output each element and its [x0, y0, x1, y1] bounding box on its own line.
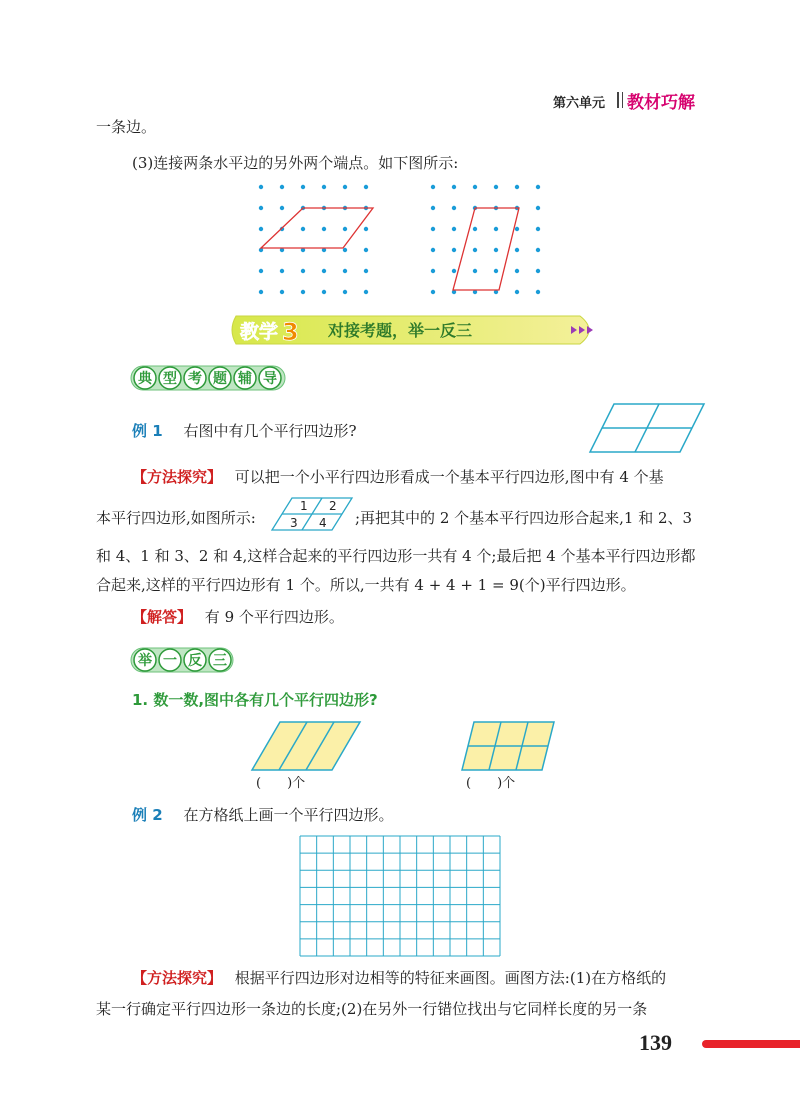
- example-1-line: [132, 424, 357, 439]
- grid-dot: [343, 185, 347, 189]
- grid-dot: [494, 269, 498, 273]
- method-1-line-4: 合起来,这样的平行四边形有 1 个。所以,一共有 4 + 4 + 1 = 9(个)平行四边形。: [96, 576, 636, 594]
- method-2-tag: 【方法探究】: [132, 969, 223, 987]
- grid-dot: [536, 206, 540, 210]
- grid-dot: [536, 269, 540, 273]
- exercise-answer-left[interactable]: ( )个: [256, 776, 306, 791]
- method-1-tag: 【方法探究】: [132, 468, 223, 486]
- grid-dot: [280, 206, 284, 210]
- grid-dot: [322, 185, 326, 189]
- parallelogram-left: [261, 208, 373, 248]
- grid-dot: [259, 269, 263, 273]
- section-heading-practice: [130, 646, 236, 674]
- grid-dot: [452, 227, 456, 231]
- method-2-line-1: [132, 971, 666, 986]
- grid-dot: [515, 290, 519, 294]
- grid-dot: [515, 269, 519, 273]
- grid-dot: [494, 248, 498, 252]
- grid-dot: [431, 185, 435, 189]
- example-2-line: [132, 808, 393, 823]
- grid-dot: [322, 269, 326, 273]
- grid-dot: [452, 248, 456, 252]
- grid-dot: [280, 290, 284, 294]
- example-2-label: 例 2: [132, 806, 163, 824]
- heading-char: 典: [138, 371, 152, 387]
- grid-dot: [259, 290, 263, 294]
- grid-dot: [322, 290, 326, 294]
- heading-char: 导: [263, 371, 277, 387]
- example-1-label: 例 1: [132, 422, 163, 440]
- method-2-text-1: 根据平行四边形对边相等的特征来画图。画图方法:(1)在方格纸的: [234, 969, 667, 987]
- method-1-line-3: 和 4、1 和 3、2 和 4,这样合起来的平行四边形一共有 4 个;最后把 4 个基本平行四边形都: [96, 547, 696, 565]
- parallelogram-right: [453, 208, 519, 290]
- cell-label-3: 3: [290, 516, 298, 530]
- example-1-figure: [586, 402, 708, 456]
- dot-grid-left: [259, 185, 368, 294]
- answer-1-text: 有 9 个平行四边形。: [204, 608, 344, 626]
- exercise-figure-left: [250, 720, 362, 772]
- exercise-answer-right[interactable]: ( )个: [466, 776, 516, 791]
- method-1-line-2-start: 本平行四边形,如图所示:: [96, 509, 256, 527]
- dot-grid-right: [431, 185, 540, 294]
- grid-dot: [259, 206, 263, 210]
- method-1-line-1: [132, 470, 664, 485]
- grid-dot: [322, 227, 326, 231]
- cell-label-4: 4: [319, 516, 327, 530]
- grid-dot: [364, 227, 368, 231]
- answer-1-line: [132, 610, 344, 625]
- heading-char: 辅: [238, 371, 252, 387]
- grid-dot: [473, 269, 477, 273]
- grid-paper: [298, 834, 502, 958]
- grid-dot: [364, 185, 368, 189]
- banner-badge: 教学: [240, 321, 279, 343]
- grid-dot: [280, 185, 284, 189]
- grid-dot: [473, 227, 477, 231]
- grid-dot: [515, 227, 519, 231]
- exercise-1-question: 1. 数一数,图中各有几个平行四边形?: [132, 691, 378, 709]
- cell-label-2: 2: [329, 499, 337, 513]
- grid-dot: [452, 185, 456, 189]
- continued-text: 一条边。: [96, 118, 157, 136]
- unit-label: 第六单元: [553, 96, 606, 111]
- example-1-question: 右图中有几个平行四边形?: [183, 422, 357, 440]
- cell-label-1: 1: [300, 499, 308, 513]
- grid-dot: [473, 248, 477, 252]
- grid-dot: [494, 185, 498, 189]
- method-1-text-1: 可以把一个小平行四边形看成一个基本平行四边形,图中有 4 个基: [234, 468, 664, 486]
- heading-char: 反: [188, 653, 202, 669]
- exercise-figure-right: [460, 720, 556, 772]
- grid-dot: [431, 269, 435, 273]
- grid-dot: [431, 227, 435, 231]
- grid-dot: [259, 227, 263, 231]
- page-number-bar: [702, 1040, 800, 1048]
- grid-dot: [494, 227, 498, 231]
- grid-dot: [536, 185, 540, 189]
- heading-char: 举: [138, 653, 152, 669]
- section-heading-typical: [130, 363, 288, 393]
- grid-dot: [364, 248, 368, 252]
- step-3-text: (3)连接两条水平边的另外两个端点。如下图所示:: [132, 154, 459, 172]
- grid-dot: [536, 248, 540, 252]
- grid-dot: [431, 206, 435, 210]
- grid-dot: [536, 227, 540, 231]
- header-divider: [617, 92, 623, 108]
- grid-dot: [301, 290, 305, 294]
- grid-dot: [431, 248, 435, 252]
- heading-char: 题: [213, 371, 227, 387]
- heading-char: 一: [163, 653, 177, 669]
- banner-number: 3: [282, 318, 299, 346]
- heading-char: 考: [188, 371, 202, 387]
- heading-char: 三: [213, 653, 227, 669]
- grid-dot: [259, 185, 263, 189]
- grid-dot: [343, 290, 347, 294]
- grid-dot: [473, 185, 477, 189]
- grid-dot: [343, 227, 347, 231]
- grid-dot: [452, 206, 456, 210]
- grid-dot: [536, 290, 540, 294]
- grid-dot: [301, 185, 305, 189]
- answer-1-tag: 【解答】: [132, 608, 193, 626]
- labeled-parallelogram-figure: [270, 496, 354, 532]
- lesson-banner: [228, 314, 608, 346]
- grid-dot: [301, 227, 305, 231]
- banner-title: 对接考题，举一反三: [328, 321, 473, 340]
- method-2-line-2: 某一行确定平行四边形一条边的长度;(2)在另外一行错位找出与它同样长度的另一条: [96, 1000, 648, 1018]
- dot-grid-figures: [250, 180, 550, 300]
- section-title: 教材巧解: [627, 93, 695, 113]
- grid-dot: [431, 290, 435, 294]
- grid-dot: [515, 185, 519, 189]
- grid-dot: [280, 269, 284, 273]
- grid-dot: [452, 269, 456, 273]
- grid-dot: [515, 248, 519, 252]
- grid-dot: [364, 290, 368, 294]
- heading-char: 型: [163, 371, 177, 387]
- grid-dot: [364, 269, 368, 273]
- method-1-line-2-end: ;再把其中的 2 个基本平行四边形合起来,1 和 2、3: [355, 509, 693, 527]
- grid-dot: [343, 269, 347, 273]
- page-number: 139: [639, 1030, 672, 1055]
- grid-dot: [301, 269, 305, 273]
- example-2-question: 在方格纸上画一个平行四边形。: [183, 806, 394, 824]
